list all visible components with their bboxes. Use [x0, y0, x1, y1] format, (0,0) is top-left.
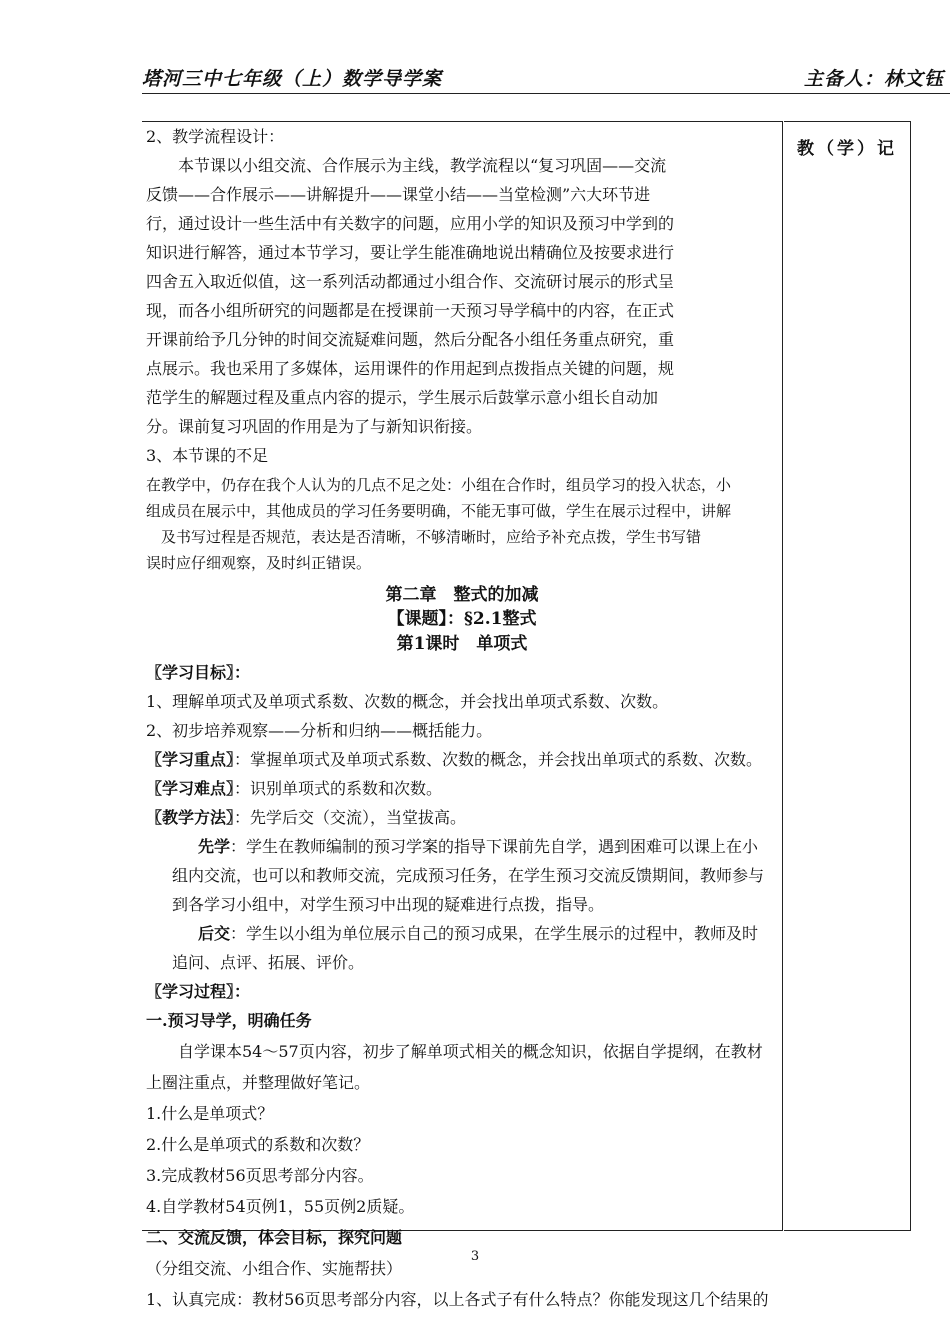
- text-line: 上圈注重点，并整理做好笔记。: [146, 1073, 371, 1092]
- lesson-period: 第1课时 单项式: [396, 634, 528, 654]
- text-line: 1、认真完成：教材56页思考部分内容，以上各式子有什么特点？你能发现这几个结果的: [146, 1290, 769, 1309]
- side-notes-title: 教（学）记: [797, 139, 897, 159]
- text-line: 组内交流，也可以和教师交流，完成预习任务，在学生预习交流反馈期间，教师参与: [172, 866, 765, 885]
- text-line: [146, 832, 778, 861]
- text-line: （分组交流、小组合作、实施帮扶）: [146, 1259, 403, 1278]
- text-line: 分。课前复习巩固的作用是为了与新知识衔接。: [146, 417, 483, 436]
- text-line: 范学生的解题过程及重点内容的提示，学生展示后鼓掌示意小组长自动加: [146, 388, 659, 407]
- text-line: 反馈——合作展示——讲解提升——课堂小结——当堂检测”六大环节进: [146, 185, 651, 204]
- text-line: 现，而各小组所研究的问题都是在授课前一天预习导学稿中的内容，在正式: [146, 301, 675, 320]
- page-number: 3: [470, 1249, 480, 1264]
- page-header: [142, 64, 950, 90]
- text-line: 3.完成教材56页思考部分内容。: [146, 1166, 374, 1185]
- difficulty-heading: 〖学习难点〗: [146, 779, 235, 798]
- text-line: 2.什么是单项式的系数和次数？: [146, 1135, 370, 1154]
- header-title: 塔河三中七年级（上）数学导学案: [142, 68, 443, 90]
- text-line: 1、理解单项式及单项式系数、次数的概念，并会找出单项式系数、次数。: [146, 692, 669, 711]
- text-line: 及书写过程是否规范，表达是否清晰，不够清晰时，应给予补充点拨，学生书写错: [146, 528, 702, 546]
- text-line: [146, 745, 778, 774]
- header-author: 主备人：林文钰: [803, 68, 944, 90]
- text-line: 3、本节课的不足: [146, 446, 269, 465]
- text-line: [146, 803, 778, 832]
- key-text: ：掌握单项式及单项式系数、次数的概念，并会找出单项式的系数、次数。: [234, 750, 763, 769]
- difficulty-text: ：识别单项式的系数和次数。: [234, 779, 443, 798]
- text-line: 四舍五入取近似值，这一系列活动都通过小组合作、交流研讨展示的形式呈: [146, 272, 675, 291]
- side-notes-column: [784, 121, 911, 1231]
- header-rule: [142, 93, 950, 94]
- text-line: 误时应仔细观察，及时纠正错误。: [146, 554, 372, 572]
- text-line: 本节课以小组交流、合作展示为主线，教学流程以“复习巩固——交流: [146, 156, 667, 175]
- section-heading: 〖学习目标〗：: [146, 663, 251, 682]
- lesson-topic: 【课题】：§2.1整式: [387, 609, 537, 629]
- text-line: 自学课本54～57页内容，初步了解单项式相关的概念知识，依据自学提纲，在教材: [146, 1042, 763, 1061]
- xianxue-text: ：学生在教师编制的预习学案的指导下课前先自学，遇到困难可以课上在小: [230, 837, 759, 856]
- section-heading: 一.预习导学，明确任务: [146, 1011, 312, 1030]
- text-line: 行，通过设计一些生活中有关数字的问题，应用小学的知识及预习中学到的: [146, 214, 675, 233]
- text-line: 开课前给予几分钟的时间交流疑难问题，然后分配各小组任务重点研究，重: [146, 330, 675, 349]
- chapter-title: 第二章 整式的加减: [385, 585, 539, 605]
- houjiao-text: ：学生以小组为单位展示自己的预习成果，在学生展示的过程中，教师及时: [230, 924, 759, 943]
- section-heading: 二、交流反馈，体会目标，探究问题: [146, 1228, 403, 1247]
- section-heading: 〖学习过程〗：: [146, 982, 251, 1001]
- method-text: ：先学后交（交流），当堂拔高。: [234, 808, 467, 827]
- key-heading: 〖学习重点〗: [146, 750, 235, 769]
- text-line: [146, 774, 778, 803]
- xianxue-label: 先学: [198, 837, 231, 856]
- text-line: 2、初步培养观察——分析和归纳——概括能力。: [146, 721, 493, 740]
- houjiao-label: 后交: [198, 924, 231, 943]
- text-line: 2、教学流程设计：: [146, 127, 285, 146]
- text-line: 在教学中，仍存在我个人认为的几点不足之处：小组在合作时，组员学习的投入状态，小: [146, 476, 732, 494]
- text-line: 1.什么是单项式？: [146, 1104, 274, 1123]
- text-line: 组成员在展示中，其他成员的学习任务要明确，不能无事可做，学生在展示过程中，讲解: [146, 502, 732, 520]
- method-heading: 〖教学方法〗: [146, 808, 235, 827]
- text-line: [146, 919, 778, 948]
- text-line: 4.自学教材54页例1，55页例2质疑。: [146, 1197, 415, 1216]
- text-line: 到各学习小组中，对学生预习中出现的疑难进行点拨，指导。: [172, 895, 605, 914]
- text-line: 知识进行解答，通过本节学习，要让学生能准确地说出精确位及按要求进行: [146, 243, 675, 262]
- text-line: 点展示。我也采用了多媒体，运用课件的作用起到点拨指点关键的问题，规: [146, 359, 675, 378]
- text-line: 追问、点评、拓展、评价。: [172, 953, 365, 972]
